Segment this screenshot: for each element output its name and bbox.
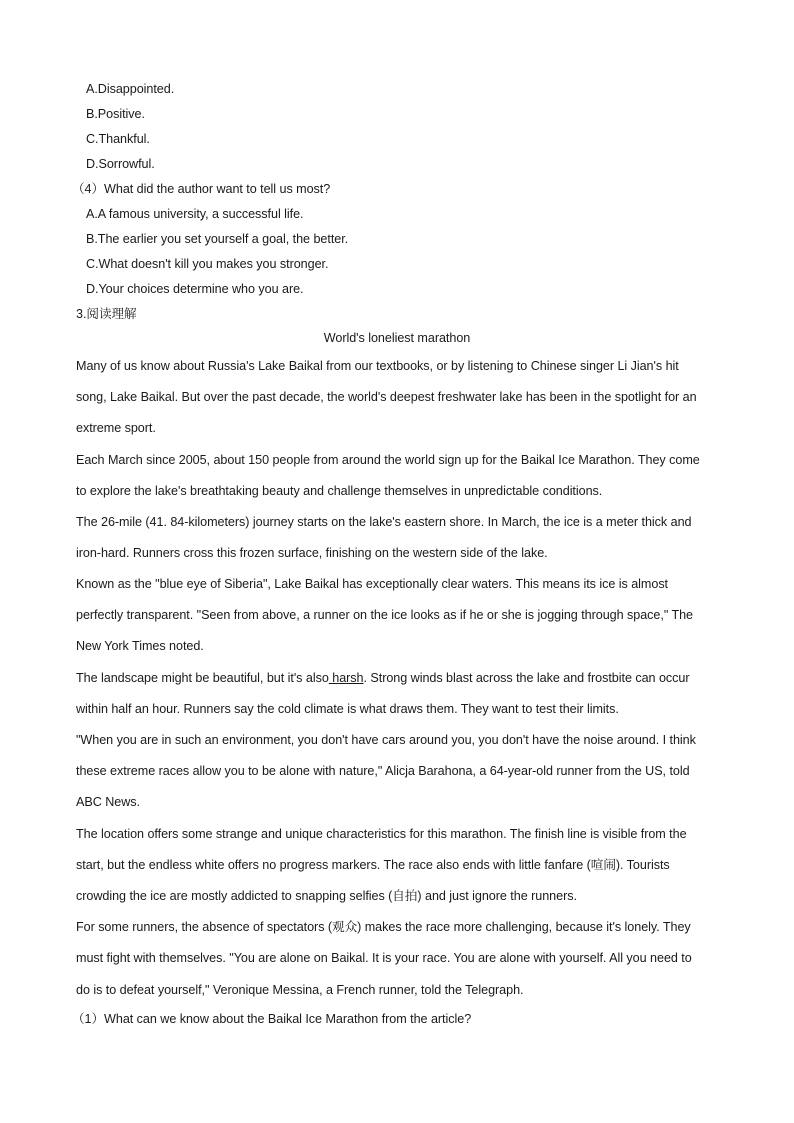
question-4-option-b: B.The earlier you set yourself a goal, the better. <box>86 232 349 246</box>
passage-line: song, Lake Baikal. But over the past decade, the world's deepest freshwater lake has been in the spotlight for an <box>76 390 697 404</box>
question-4-option-a: A.A famous university, a successful life. <box>86 207 304 221</box>
passage-line: The location offers some strange and unique characteristics for this marathon. The finish line is visible from the <box>76 827 687 841</box>
question-4-option-c: C.What doesn't kill you makes you stronger. <box>86 257 329 271</box>
passage-line: these extreme races allow you to be alone with nature," Alicja Barahona, a 64-year-old runner from the US, told <box>76 764 690 778</box>
passage-line: within half an hour. Runners say the cold climate is what draws them. They want to test their limits. <box>76 702 619 716</box>
underlined-word-harsh: harsh <box>328 671 364 685</box>
passage-line: The 26-mile (41. 84-kilometers) journey starts on the lake's eastern shore. In March, the ice is a meter thick and <box>76 515 692 529</box>
option-b-positive: B.Positive. <box>86 107 145 121</box>
passage-line: must fight with themselves. "You are alone on Baikal. It is your race. You are alone with yourself. All you need to <box>76 951 692 965</box>
question-1-prompt: （1）What can we know about the Baikal Ice Marathon from the article? <box>72 1012 472 1026</box>
option-a-disappointed: A.Disappointed. <box>86 82 175 96</box>
question-4-option-d: D.Your choices determine who you are. <box>86 282 304 296</box>
passage-line: ABC News. <box>76 795 140 809</box>
passage-line <box>76 670 690 686</box>
passage-text: The landscape might be beautiful, but it's also <box>76 671 329 685</box>
question-4-prompt: （4）What did the author want to tell us most? <box>72 182 331 196</box>
passage-line: Known as the "blue eye of Siberia", Lake Baikal has exceptionally clear waters. This means its ice is almost <box>76 577 669 591</box>
passage-line: do is to defeat yourself," Veronique Messina, a French runner, told the Telegraph. <box>76 983 524 997</box>
passage-line: Each March since 2005, about 150 people from around the world sign up for the Baikal Ice Marathon. They come <box>76 453 700 467</box>
passage-line: to explore the lake's breathtaking beauty and challenge themselves in unpredictable conditions. <box>76 484 603 498</box>
passage-line: "When you are in such an environment, you don't have cars around you, you don't have the noise around. I think <box>76 733 696 747</box>
passage-line: For some runners, the absence of spectators (观众) makes the race more challenging, because it's lonely. They <box>76 920 691 934</box>
passage-text: . Strong winds blast across the lake and frostbite can occur <box>363 671 690 685</box>
option-c-thankful: C.Thankful. <box>86 132 150 146</box>
option-d-sorrowful: D.Sorrowful. <box>86 157 155 171</box>
passage-line: perfectly transparent. "Seen from above, a runner on the ice looks as if he or she is jogging through space," The <box>76 608 694 622</box>
passage-line: start, but the endless white offers no progress markers. The race also ends with little fanfare (喧闹). Tourists <box>76 858 670 872</box>
passage-line: iron-hard. Runners cross this frozen surface, finishing on the western side of the lake. <box>76 546 548 560</box>
passage-line: extreme sport. <box>76 421 156 435</box>
section-heading: 3.阅读理解 <box>76 307 137 321</box>
passage-line: Many of us know about Russia's Lake Baikal from our textbooks, or by listening to Chinese singer Li Jian's hit <box>76 359 679 373</box>
passage-line: crowding the ice are mostly addicted to snapping selfies (自拍) and just ignore the runners. <box>76 889 577 903</box>
passage-line: New York Times noted. <box>76 639 204 653</box>
passage-title: World's loneliest marathon <box>323 331 471 345</box>
